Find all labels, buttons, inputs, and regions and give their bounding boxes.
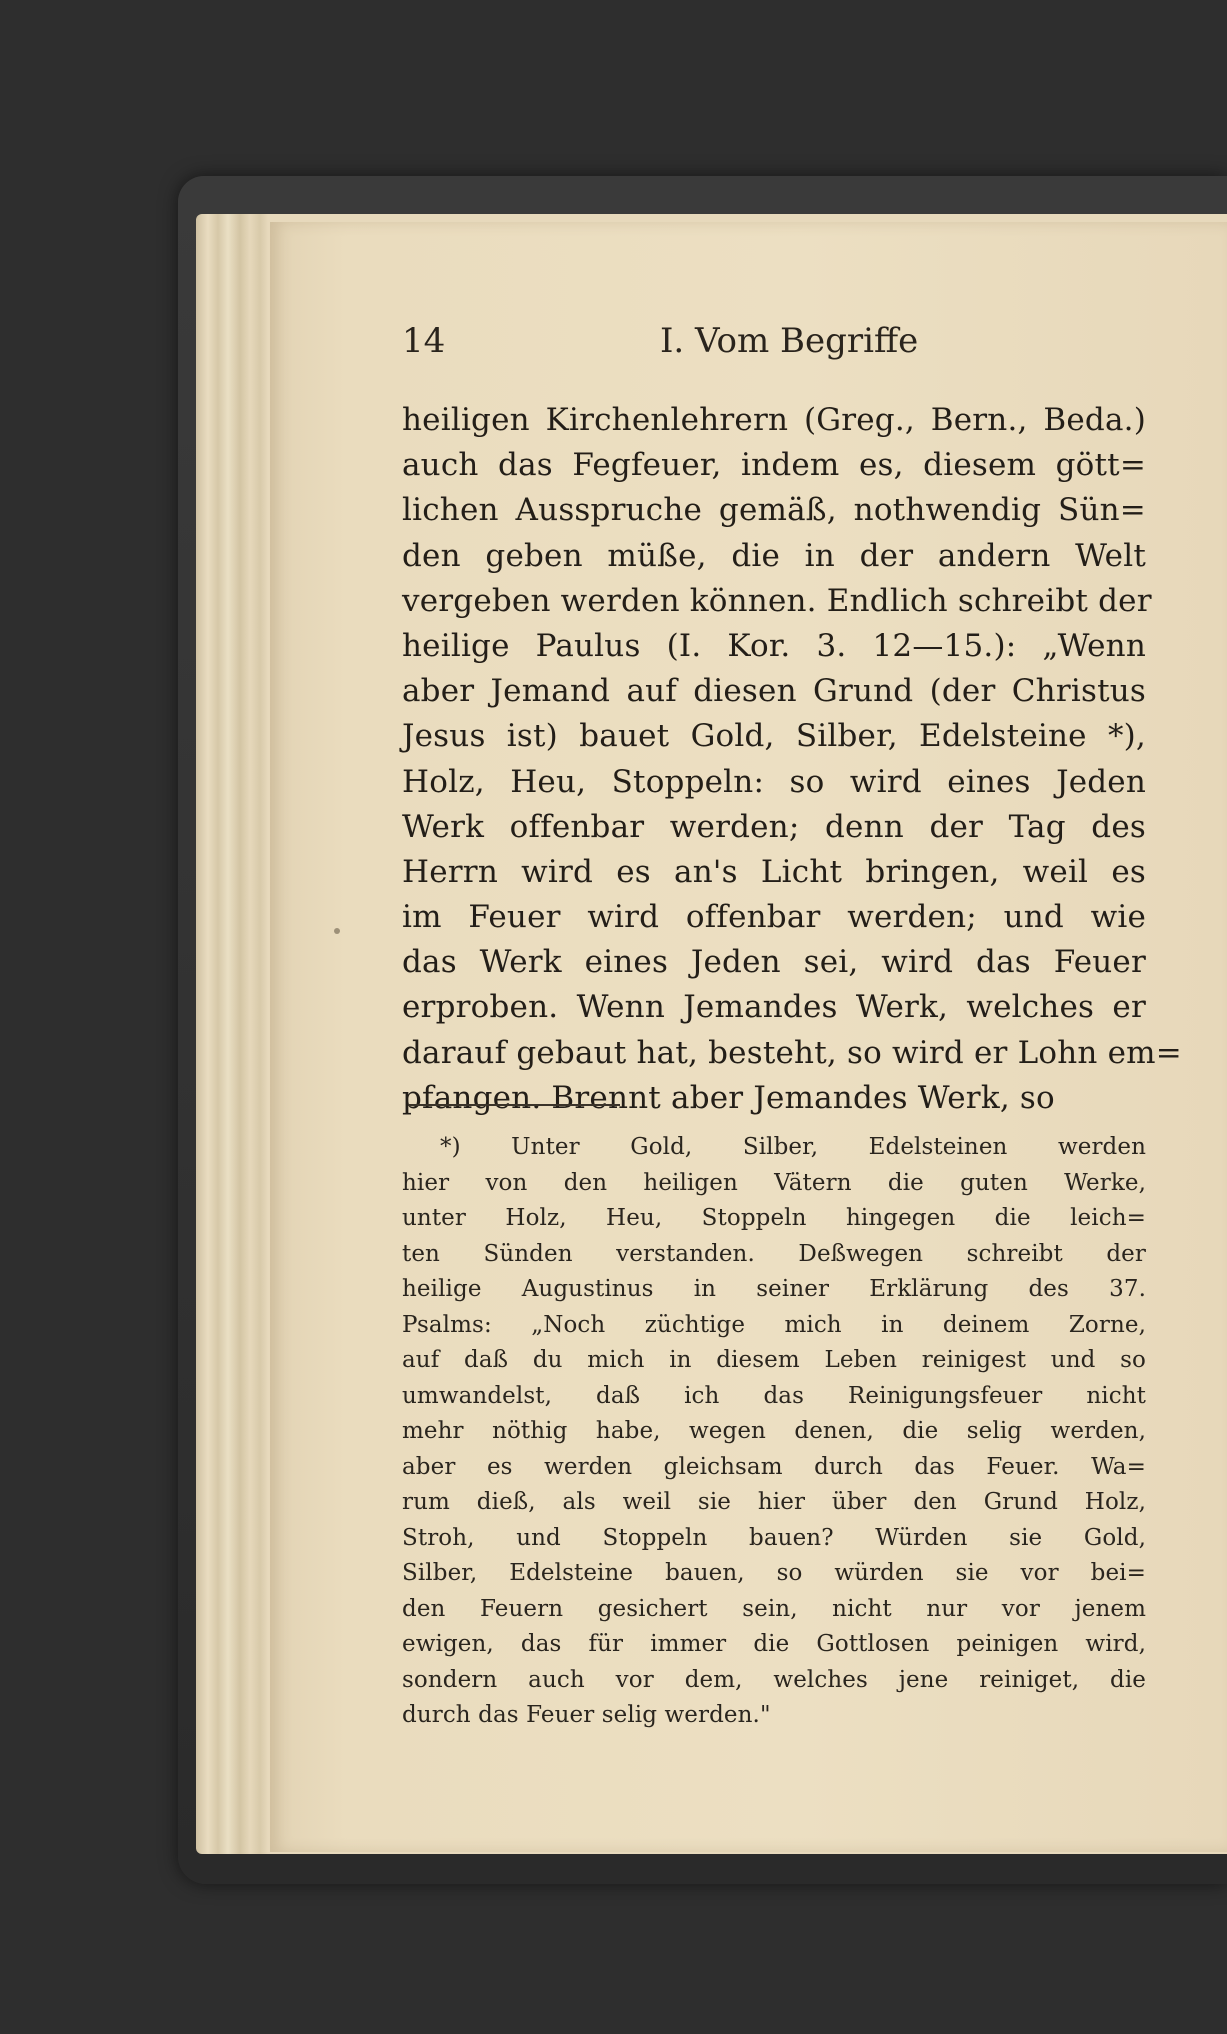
footnote-line: Psalms: „Noch züchtige mich in deinem Zorne, — [402, 1311, 1146, 1338]
text-line: Herrn wird es an's Licht bringen, weil es — [402, 853, 1146, 890]
main-text — [402, 398, 1182, 1121]
footnote-line: auf daß du mich in diesem Leben reinigest und so — [402, 1347, 1146, 1373]
text-line: Werk offenbar werden; denn der Tag des — [402, 808, 1146, 845]
footnote-line: mehr nöthig habe, wegen denen, die selig werden, — [402, 1418, 1146, 1444]
footnote-line: Stroh, und Stoppeln bauen? Würden sie Gold, — [402, 1524, 1146, 1551]
text-line: heiligen Kirchenlehrern (Greg., Bern., Beda.) — [402, 402, 1146, 438]
footnote-line: aber es werden gleichsam durch das Feuer. Wa= — [402, 1453, 1146, 1480]
footnote-line: durch das Feuer selig werden." — [402, 1702, 771, 1728]
page-number: 14 — [402, 321, 446, 361]
text-line: im Feuer wird offenbar werden; und wie — [402, 899, 1146, 936]
footnote-line: den Feuern gesichert sein, nicht nur vor jenem — [402, 1595, 1146, 1622]
footnote-line: ewigen, das für immer die Gottlosen peinigen wird, — [402, 1631, 1146, 1657]
running-title: I. Vom Begriffe — [660, 321, 919, 361]
page-header — [402, 316, 1162, 366]
text-line: pfangen. Brennt aber Jemandes Werk, so — [402, 1079, 1055, 1116]
footnote-line: Silber, Edelsteine bauen, so würden sie vor bei= — [402, 1560, 1146, 1586]
footnote-line: *) Unter Gold, Silber, Edelsteinen werden — [440, 1134, 1146, 1160]
text-line: Holz, Heu, Stoppeln: so wird eines Jeden — [402, 763, 1146, 800]
footnote-line: hier von den heiligen Vätern die guten Werke, — [402, 1169, 1146, 1196]
footnote-line: unter Holz, Heu, Stoppeln hingegen die leich= — [402, 1205, 1146, 1231]
text-line: erproben. Wenn Jemandes Werk, welches er — [402, 989, 1146, 1026]
text-line: auch das Fegfeuer, indem es, diesem gött= — [402, 447, 1146, 484]
footnote-line: ten Sünden verstanden. Deßwegen schreibt der — [402, 1240, 1146, 1267]
footnote-line: umwandelst, daß ich das Reinigungsfeuer nicht — [402, 1382, 1146, 1409]
text-line: lichen Ausspruche gemäß, nothwendig Sün= — [402, 492, 1146, 529]
text-line: aber Jemand auf diesen Grund (der Christus — [402, 673, 1146, 710]
footnote-line: rum dieß, als weil sie hier über den Grund Holz, — [402, 1489, 1146, 1515]
text-line: heilige Paulus (I. Kor. 3. 12—15.): „Wenn — [402, 627, 1146, 664]
text-line: darauf gebaut hat, besteht, so wird er Lohn em= — [402, 1034, 1182, 1071]
footnote-divider — [408, 1104, 620, 1106]
text-line: Jesus ist) bauet Gold, Silber, Edelsteine *), — [402, 718, 1146, 755]
footnote-line: heilige Augustinus in seiner Erklärung des 37. — [402, 1276, 1146, 1302]
paper-speck — [334, 928, 340, 934]
text-line: den geben müße, die in der andern Welt — [402, 537, 1146, 574]
footnote-line: sondern auch vor dem, welches jene reiniget, die — [402, 1666, 1146, 1693]
text-line: das Werk eines Jeden sei, wird das Feuer — [402, 944, 1146, 981]
text-line: vergeben werden können. Endlich schreibt der — [402, 582, 1152, 619]
footnote — [402, 1130, 1146, 1734]
